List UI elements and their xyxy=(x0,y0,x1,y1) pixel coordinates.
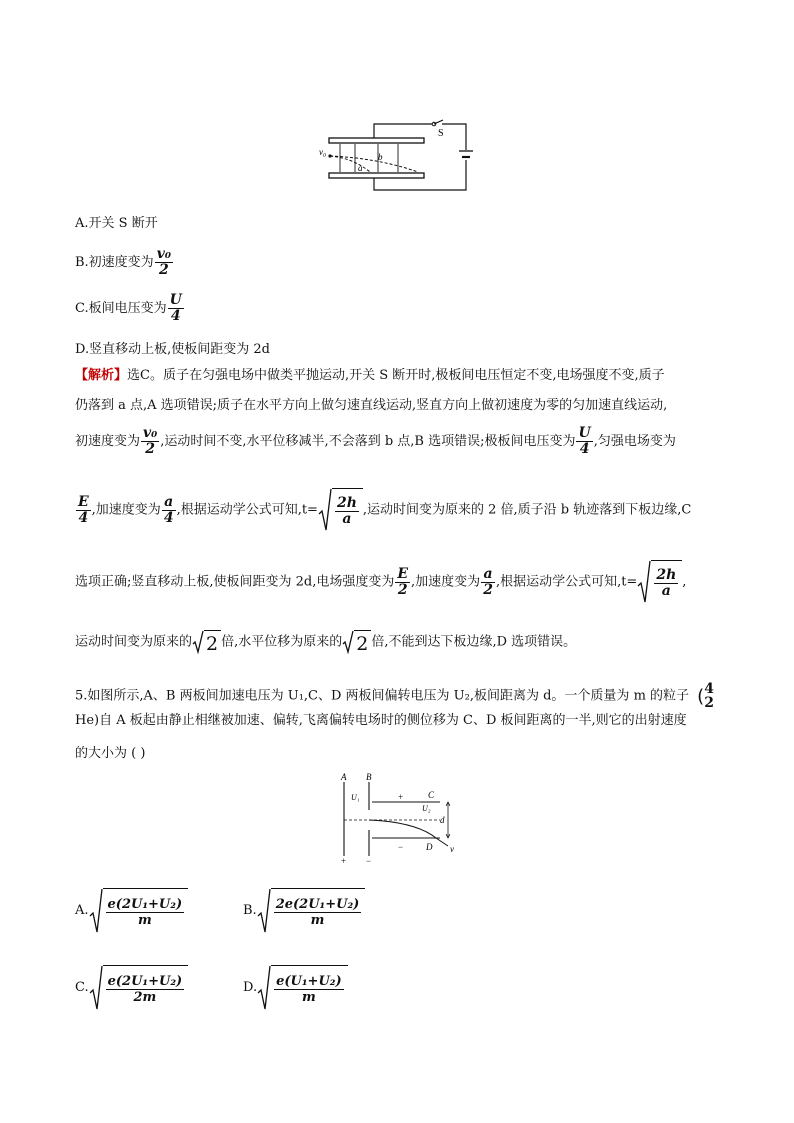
q5-option-a: A. $\frac{\text{e(2U₁+U₂)}}{m}$ xyxy=(75,888,188,934)
analysis-line-6: 运动时间变为原来的 2 倍,水平位移为原来的 2 倍,不能到达下板边缘,D 选项错误。 xyxy=(75,630,576,654)
lower-plate xyxy=(329,173,424,178)
sqrt: $\frac{\text{2e(2U₁+U₂)}}{m}$ xyxy=(257,888,366,934)
label-D: D xyxy=(426,842,433,852)
q5-option-d: D. $\frac{\text{e(U₁+U₂)}}{m}$ xyxy=(243,965,348,1011)
label-v0: v₀ xyxy=(319,147,327,157)
sqrt: $\frac{2h}{a}$ xyxy=(637,560,682,604)
fraction: $\frac{U}{4}$ xyxy=(578,425,591,457)
q5-option-b: B. $\frac{\text{2e(2U₁+U₂)}}{m}$ xyxy=(243,888,365,934)
q4-option-c xyxy=(75,293,185,324)
q5-stem-line-1: 5.如图所示,A、B 两板间加速电压为 U₁,C、D 两板间偏转电压为 U₂,板间距离为 d。一个质量为 m 的粒子 ( 4 2 xyxy=(75,681,714,711)
q4-option-b-text: B.初速度变为 xyxy=(75,255,154,270)
fraction: $\frac{a}{4}$ xyxy=(163,493,174,526)
analysis-line-2: 仍落到 a 点,A 选项错误;质子在水平方向上做匀速直线运动,竖直方向上做初速度为零的匀加速直线运动, xyxy=(75,398,668,413)
analysis-line-3: 初速度变为 $\frac{\text{v₀}}{2}$ ,运动时间不变,水平位移减半,不会落到 b 点,B 选项错误;极板间电压变为 $\frac{U}{4}$ ,匀强电场变为 xyxy=(75,425,676,457)
sqrt: 2 xyxy=(342,630,371,654)
q5-option-c: C. $\frac{\text{e(2U₁+U₂)}}{2m}$ xyxy=(75,965,188,1011)
trajectory-a xyxy=(330,156,370,172)
label-minus-D: − xyxy=(398,842,404,852)
label-plus-C: + xyxy=(398,792,404,802)
sqrt: $\frac{\text{e(U₁+U₂)}}{m}$ xyxy=(257,965,348,1011)
analysis-tag: 【解析】 xyxy=(75,368,128,383)
fraction: $\frac{U}{4}$ xyxy=(169,292,182,324)
analysis-line-4: $\frac{E}{4}$ ,加速度变为 $\frac{a}{4}$ ,根据运动学公式可知,t= $\frac{2h}{a}$ ,运动时间变为原来的 2 倍,质子沿 b 轨迹落到下板边缘,C xyxy=(75,488,691,532)
fraction: $\frac{a}{2}$ xyxy=(483,565,493,598)
upper-plate xyxy=(329,138,424,143)
circuit-wire xyxy=(374,124,466,190)
label-C: C xyxy=(428,790,435,800)
label-plus-A: + xyxy=(341,856,347,865)
switch-blade xyxy=(434,120,443,124)
sqrt: $\frac{\text{e(2U₁+U₂)}}{m}$ xyxy=(89,888,189,934)
fraction: $\frac{\text{v₀}}{2}$ xyxy=(143,425,158,457)
proton-dot xyxy=(328,154,331,157)
label-B: B xyxy=(366,772,372,782)
label-U1: U₁ xyxy=(351,793,360,802)
isotope-notation: ( xyxy=(697,685,705,707)
q5-stem-line-3: 的大小为 ( ) xyxy=(75,746,146,761)
label-U2: U₂ xyxy=(422,804,431,813)
label-S: S xyxy=(438,128,444,139)
q4-option-b xyxy=(75,247,174,278)
q5-stem-line-2: He)自 A 板起由静止相继被加速、偏转,飞离偏转电场时的侧位移为 C、D 板间距离的一半,则它的出射速度 xyxy=(75,713,687,728)
accelerator-deflector-diagram xyxy=(336,770,466,865)
particle-path xyxy=(369,820,448,846)
label-b: b xyxy=(378,152,383,162)
analysis-line-1: 【解析】选C。质子在匀强电场中做类平抛运动,开关 S 断开时,极板间电压恒定不变,电场强度不变,质子 xyxy=(75,368,665,383)
sqrt: 2 xyxy=(192,630,221,654)
sqrt: $\frac{2h}{a}$ xyxy=(318,488,363,532)
label-d: d xyxy=(440,815,445,825)
analysis-line-5: 选项正确;竖直移动上板,使板间距变为 2d,电场强度变为 $\frac{E}{2}$ ,加速度变为 $\frac{a}{2}$ ,根据运动学公式可知,t= $\frac{2h}{a}$ , xyxy=(75,560,686,604)
q4-option-a: A.开关 S 断开 xyxy=(75,216,158,231)
label-v: v xyxy=(450,844,454,854)
capacitor-diagram xyxy=(318,118,478,194)
label-a: a xyxy=(358,163,363,173)
fraction: $\frac{E}{2}$ xyxy=(397,565,409,598)
label-A: A xyxy=(341,772,347,782)
label-minus-B: − xyxy=(366,856,372,865)
fraction: $\frac{\text{v₀}}{2}$ xyxy=(156,246,171,278)
sqrt: $\frac{\text{e(2U₁+U₂)}}{2m}$ xyxy=(89,965,189,1011)
q4-option-c-text: C.板间电压变为 xyxy=(75,301,167,316)
fraction: $\frac{E}{4}$ xyxy=(78,493,89,526)
trajectory-b xyxy=(330,156,418,172)
q4-option-d: D.竖直移动上板,使板间距变为 2d xyxy=(75,342,270,357)
